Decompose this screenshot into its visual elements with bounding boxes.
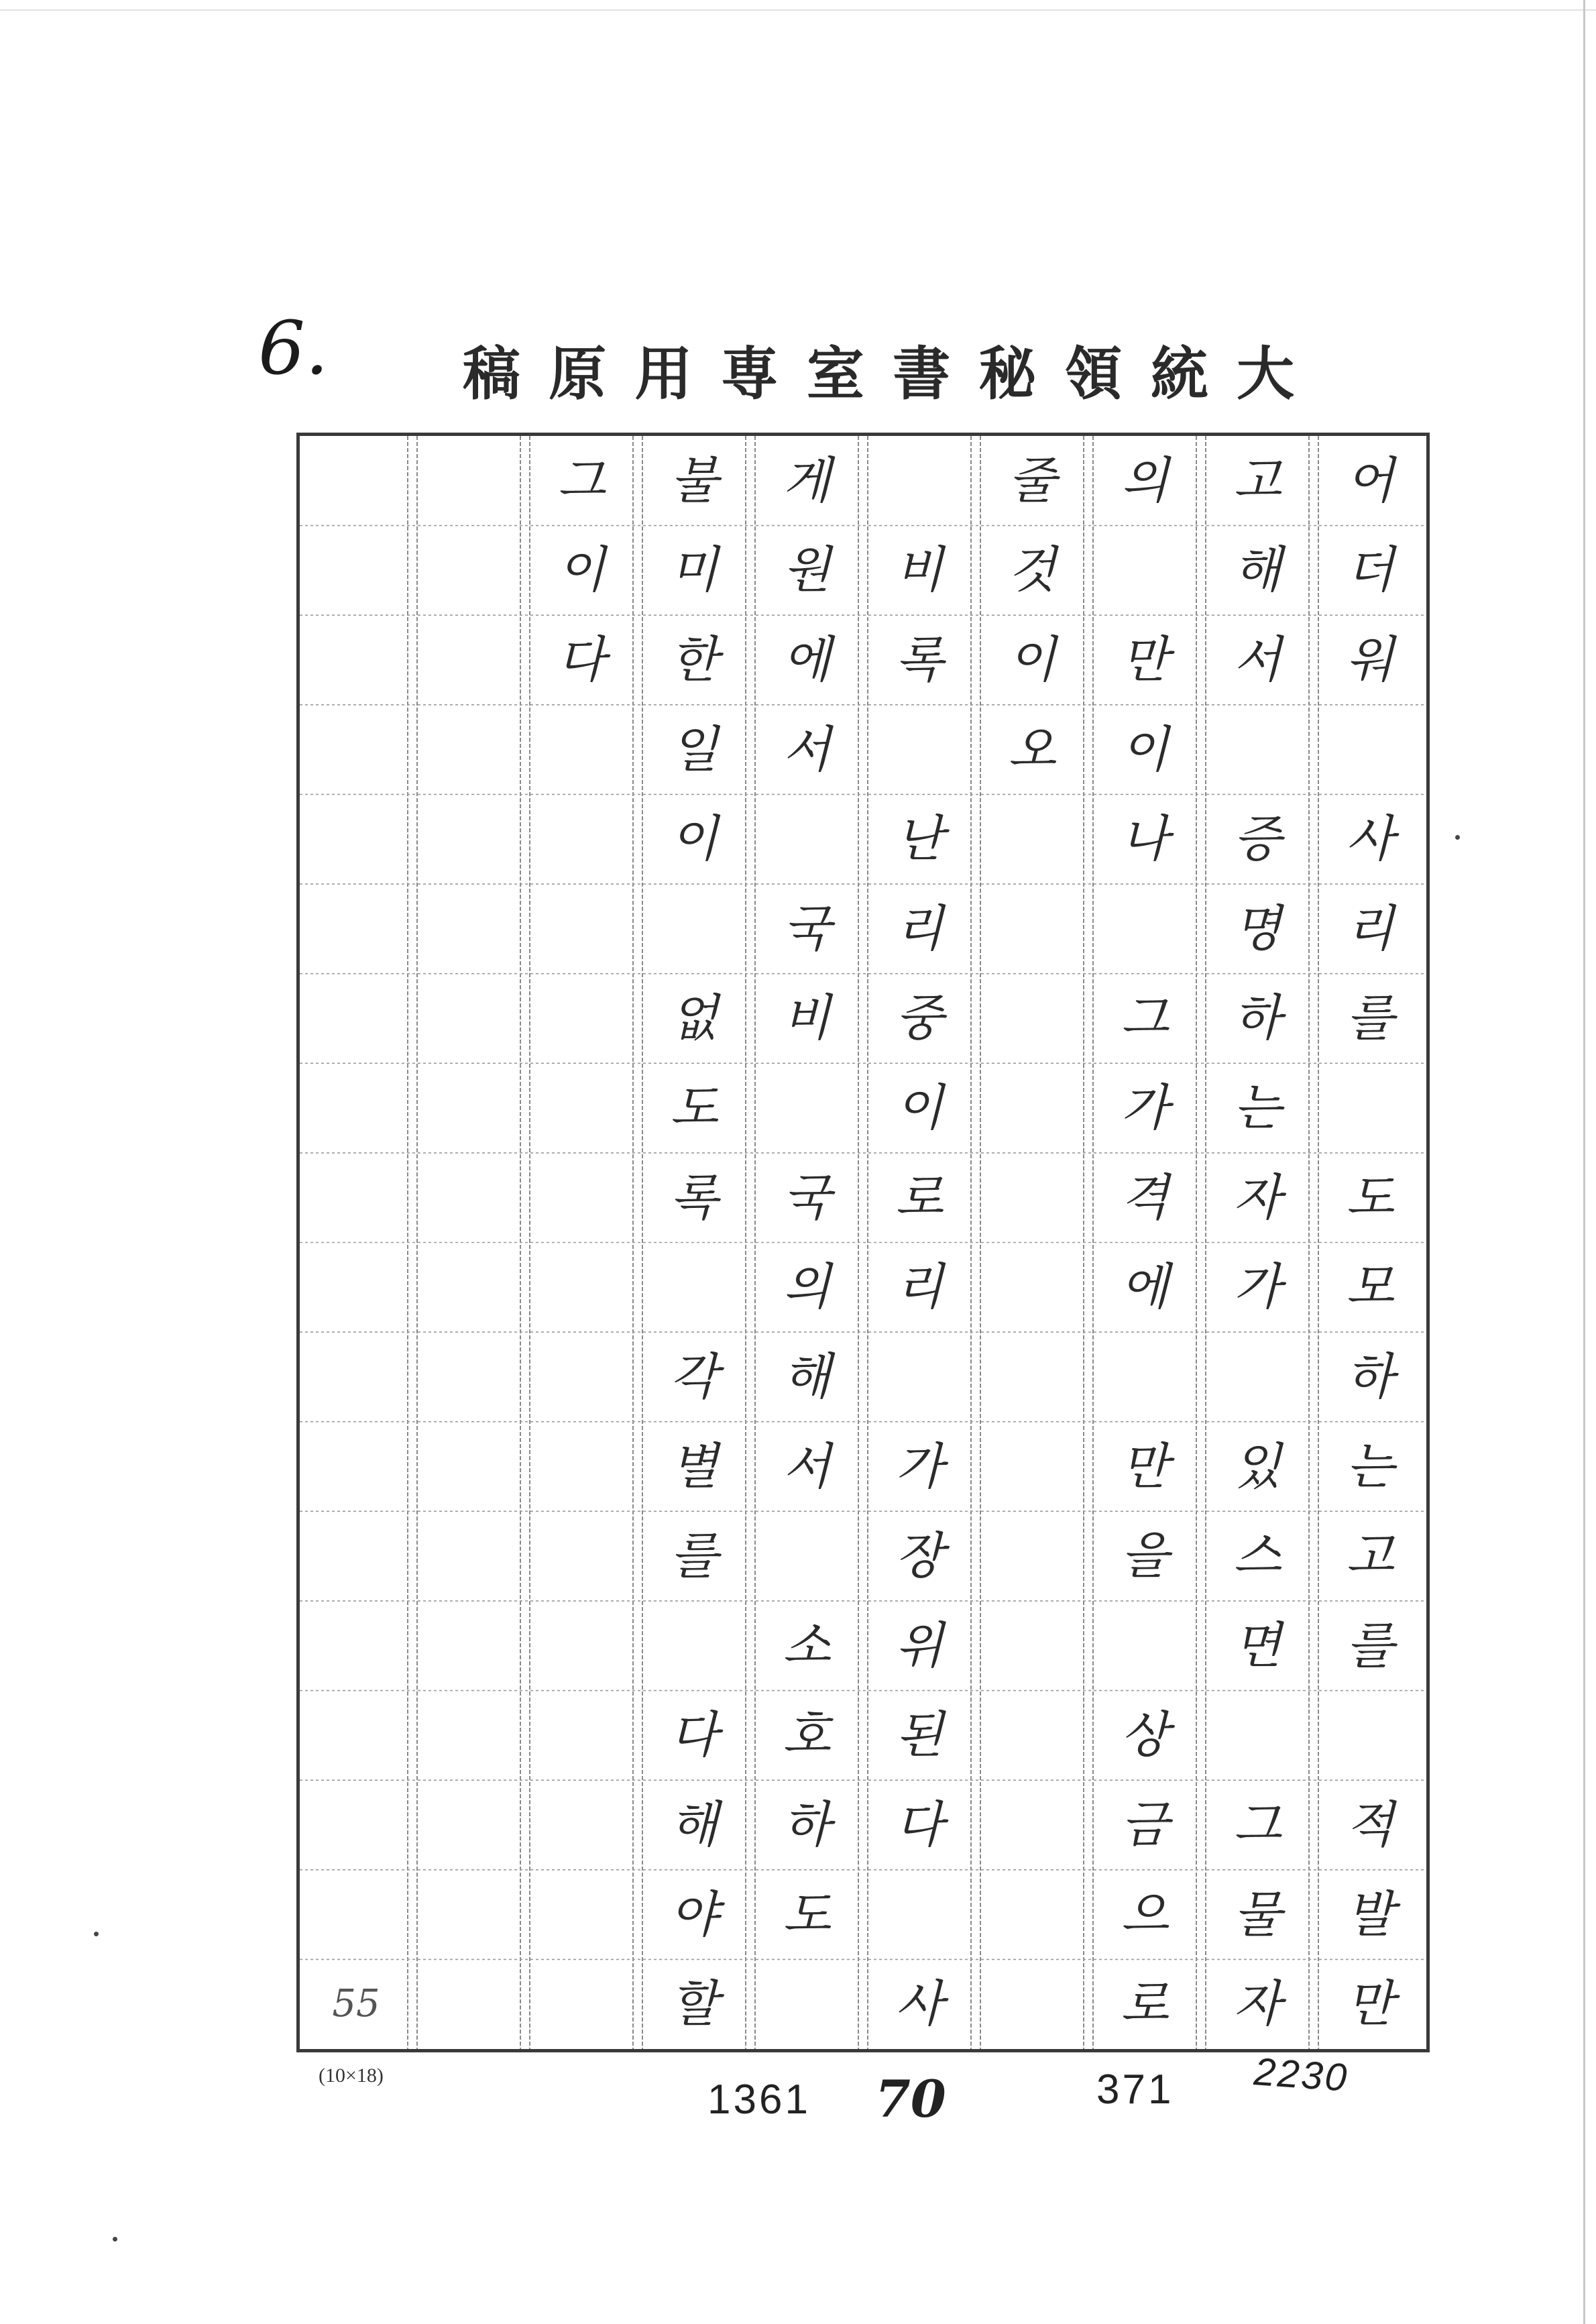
manuscript-cell: [638, 884, 750, 974]
manuscript-cell: 한: [670, 631, 718, 689]
manuscript-cell: [976, 1153, 1088, 1243]
manuscript-cell: 다: [670, 1706, 718, 1765]
manuscript-cell: [976, 1870, 1088, 1960]
manuscript-cell: [525, 705, 638, 795]
manuscript-cell: [525, 1242, 638, 1332]
header-char: 大: [1236, 340, 1294, 408]
scan-speck: [1455, 835, 1460, 840]
manuscript-cell: [1088, 1332, 1201, 1422]
manuscript-cell: 도: [783, 1885, 831, 1944]
footer-number-3: 371: [1096, 2066, 1174, 2113]
manuscript-cell: 일: [670, 720, 718, 779]
manuscript-cell: 사: [895, 1975, 944, 2034]
manuscript-cell: 록: [670, 1168, 718, 1227]
manuscript-cell: [412, 1601, 525, 1691]
scan-top-edge: [0, 9, 1596, 11]
manuscript-cell: 장: [895, 1527, 944, 1586]
manuscript-cell: 으: [1121, 1885, 1169, 1944]
header-char: 統: [1150, 340, 1208, 408]
manuscript-cell: [863, 1870, 976, 1960]
manuscript-cell: 별: [670, 1437, 718, 1496]
manuscript-cell: 명: [1233, 899, 1281, 958]
manuscript-cell: [412, 1242, 525, 1332]
manuscript-cell: 로: [1121, 1975, 1169, 2034]
manuscript-cell: 국: [783, 1168, 831, 1227]
manuscript-cell: 격: [1121, 1168, 1169, 1227]
manuscript-cell: 서: [1233, 631, 1281, 689]
manuscript-cell: [750, 1063, 863, 1153]
manuscript-cell: 그: [1233, 1795, 1281, 1854]
scan-speck: [94, 1932, 99, 1936]
manuscript-cell: [412, 1691, 525, 1781]
header-char: 室: [806, 340, 864, 408]
manuscript-cell: 할: [670, 1975, 718, 2034]
manuscript-cell: [300, 1511, 412, 1601]
manuscript-cell: 있: [1233, 1437, 1281, 1496]
manuscript-cell: 도: [1346, 1168, 1394, 1227]
manuscript-cell: 이: [895, 1079, 944, 1138]
manuscript-cell: [525, 884, 638, 974]
manuscript-cell: 는: [1346, 1437, 1394, 1496]
manuscript-cell: [412, 1422, 525, 1512]
manuscript-cell: 각: [670, 1347, 718, 1406]
scan-right-edge: [1583, 0, 1585, 2324]
manuscript-cell: 면: [1233, 1616, 1281, 1675]
manuscript-cell: [1314, 1063, 1426, 1153]
manuscript-cell: 것: [1008, 541, 1056, 600]
manuscript-cell: 이: [670, 810, 718, 869]
manuscript-column: [1314, 436, 1426, 2049]
manuscript-cell: [412, 526, 525, 616]
manuscript-cell: [300, 1422, 412, 1512]
footer-number-4: 2230: [1252, 2050, 1351, 2100]
manuscript-cell: [525, 1422, 638, 1512]
manuscript-cell: [412, 1063, 525, 1153]
footer-number-2: 70: [875, 2069, 946, 2129]
manuscript-cell: 더: [1346, 541, 1394, 600]
manuscript-cell: [300, 1601, 412, 1691]
manuscript-cell: 발: [1346, 1885, 1394, 1944]
manuscript-cell: 소: [783, 1616, 831, 1675]
manuscript-cell: [300, 1153, 412, 1243]
manuscript-cell: [525, 1959, 638, 2049]
manuscript-cell: 줄: [1008, 451, 1056, 510]
manuscript-cell: [1088, 1601, 1201, 1691]
manuscript-cell: [525, 1511, 638, 1601]
manuscript-cell: [300, 974, 412, 1064]
manuscript-column: [750, 436, 863, 2049]
manuscript-column: [863, 436, 976, 2049]
manuscript-cell: [750, 794, 863, 884]
manuscript-cell: 사: [1346, 810, 1394, 869]
manuscript-cell: 서: [783, 720, 831, 779]
manuscript-cell: 그: [1121, 989, 1169, 1048]
manuscript-column: [300, 436, 412, 2049]
manuscript-cell: [300, 436, 412, 526]
header-char: 書: [893, 340, 951, 408]
manuscript-cell: [976, 1242, 1088, 1332]
manuscript-cell: 록: [895, 631, 944, 689]
manuscript-cell: [300, 615, 412, 705]
manuscript-cell: [525, 1601, 638, 1691]
manuscript-cell: [863, 1332, 976, 1422]
manuscript-cell: 만: [1121, 631, 1169, 689]
manuscript-cell: [1201, 1332, 1314, 1422]
manuscript-cell: 증: [1233, 810, 1281, 869]
manuscript-cell: [1201, 705, 1314, 795]
manuscript-cell: [1314, 705, 1426, 795]
manuscript-cell: [300, 1780, 412, 1870]
manuscript-cell: 해: [1233, 541, 1281, 600]
manuscript-cell: [976, 1063, 1088, 1153]
manuscript-cell: [412, 1153, 525, 1243]
manuscript-cell: [525, 1332, 638, 1422]
manuscript-cell: 이: [1008, 631, 1056, 689]
manuscript-cell: [300, 526, 412, 616]
manuscript-cell: 하: [783, 1795, 831, 1854]
manuscript-cell: 자: [1233, 1168, 1281, 1227]
manuscript-cell: [750, 1511, 863, 1601]
manuscript-cell: [300, 884, 412, 974]
manuscript-cell: 의: [783, 1258, 831, 1317]
manuscript-cell: 적: [1346, 1795, 1394, 1854]
manuscript-cell: 된: [895, 1706, 944, 1765]
manuscript-cell: 리: [1346, 899, 1394, 958]
manuscript-cell: 그: [557, 451, 606, 510]
manuscript-cell: 미: [670, 541, 718, 600]
manuscript-cell: 불: [670, 451, 718, 510]
manuscript-cell: 만: [1121, 1437, 1169, 1496]
manuscript-cell: [525, 1153, 638, 1243]
manuscript-cell: [412, 1511, 525, 1601]
manuscript-cell: [976, 1422, 1088, 1512]
manuscript-column: [1201, 436, 1314, 2049]
manuscript-cell: 중: [895, 989, 944, 1048]
manuscript-cell: [525, 1780, 638, 1870]
manuscript-cell: [412, 1780, 525, 1870]
manuscript-cell: [300, 1691, 412, 1781]
manuscript-cell: 도: [670, 1079, 718, 1138]
manuscript-cell: 이: [1121, 720, 1169, 779]
manuscript-cell: 를: [1346, 1616, 1394, 1675]
manuscript-cell: 물: [1233, 1885, 1281, 1944]
manuscript-cell: 고: [1233, 451, 1281, 510]
manuscript-cell: 난: [895, 810, 944, 869]
footer-number-1: 1361: [707, 2077, 811, 2123]
manuscript-cell: 스: [1233, 1527, 1281, 1586]
manuscript-cell: 로: [895, 1168, 944, 1227]
manuscript-cell: 에: [783, 631, 831, 689]
manuscript-cell: 오: [1008, 720, 1056, 779]
manuscript-cell: 나: [1121, 810, 1169, 869]
manuscript-cell: 위: [895, 1616, 944, 1675]
manuscript-cell: 리: [895, 1258, 944, 1317]
manuscript-cell: 가: [1233, 1258, 1281, 1317]
manuscript-cell: 를: [1346, 989, 1394, 1048]
manuscript-cell: [412, 1959, 525, 2049]
manuscript-cell: [412, 1870, 525, 1960]
manuscript-cell: 서: [783, 1437, 831, 1496]
manuscript-column: [412, 436, 525, 2049]
manuscript-cell: 다: [895, 1795, 944, 1854]
manuscript-cell: [412, 1332, 525, 1422]
manuscript-cell: 상: [1121, 1706, 1169, 1765]
manuscript-cell: [412, 436, 525, 526]
manuscript-cell: [300, 1870, 412, 1960]
manuscript-cell: [1088, 884, 1201, 974]
manuscript-cell: 을: [1121, 1527, 1169, 1586]
manuscript-cell: 원: [783, 541, 831, 600]
manuscript-cell: 비: [895, 541, 944, 600]
manuscript-cell: [976, 1332, 1088, 1422]
manuscript-cell: 에: [1121, 1258, 1169, 1317]
manuscript-cell: [638, 1242, 750, 1332]
manuscript-cell: [1314, 1691, 1426, 1781]
manuscript-cell: [976, 1511, 1088, 1601]
manuscript-cell: 이: [557, 541, 606, 600]
header-char: 領: [1064, 340, 1123, 408]
manuscript-cell: 자: [1233, 1975, 1281, 2034]
manuscript-cell: [976, 884, 1088, 974]
manuscript-cell: [412, 974, 525, 1064]
manuscript-cell: 호: [783, 1706, 831, 1765]
manuscript-cell: 다: [557, 631, 606, 689]
manuscript-cell: 의: [1121, 451, 1169, 510]
manuscript-cell: [1201, 1691, 1314, 1781]
manuscript-cell: 를: [670, 1527, 718, 1586]
manuscript-cell: 가: [895, 1437, 944, 1496]
manuscript-cell: 금: [1121, 1795, 1169, 1854]
manuscript-cell: [300, 1332, 412, 1422]
header-char: 秘: [978, 340, 1037, 408]
manuscript-cell: [638, 1601, 750, 1691]
manuscript-cell: [976, 1780, 1088, 1870]
manuscript-grid: [296, 433, 1430, 2052]
page-marker: 6.: [258, 305, 329, 391]
header-char: 専: [720, 340, 779, 408]
manuscript-cell: 게: [783, 451, 831, 510]
manuscript-cell: [976, 1959, 1088, 2049]
manuscript-cell: [412, 705, 525, 795]
manuscript-cell: [976, 974, 1088, 1064]
manuscript-cell: [976, 1601, 1088, 1691]
manuscript-cell: 국: [783, 899, 831, 958]
manuscript-cell: 해: [783, 1347, 831, 1406]
manuscript-cell: 어: [1346, 451, 1394, 510]
manuscript-cell: [976, 1691, 1088, 1781]
manuscript-cell: 없: [670, 989, 718, 1048]
manuscript-cell: 가: [1121, 1079, 1169, 1138]
manuscript-cell: 해: [670, 1795, 718, 1854]
header-char: 用: [634, 340, 693, 408]
manuscript-cell: [525, 794, 638, 884]
manuscript-cell: [863, 705, 976, 795]
manuscript-cell: [525, 974, 638, 1064]
manuscript-cell: [300, 1242, 412, 1332]
format-label: (10×18): [319, 2064, 384, 2087]
manuscript-cell: 모: [1346, 1258, 1394, 1317]
manuscript-cell: 야: [670, 1885, 718, 1944]
manuscript-cell: [412, 615, 525, 705]
manuscript-cell: [300, 794, 412, 884]
manuscript-cell: [750, 1959, 863, 2049]
manuscript-cell: 리: [895, 899, 944, 958]
manuscript-cell: [412, 794, 525, 884]
manuscript-cell: [300, 705, 412, 795]
manuscript-column: [976, 436, 1088, 2049]
header-char: 稿: [463, 340, 520, 408]
manuscript-cell: 하: [1346, 1347, 1394, 1406]
manuscript-cell: [525, 1691, 638, 1781]
manuscript-column: [525, 436, 638, 2049]
manuscript-cell: [300, 1063, 412, 1153]
header-char: 原: [549, 340, 607, 408]
manuscript-cell: [976, 794, 1088, 884]
manuscript-cell: [525, 1870, 638, 1960]
manuscript-cell: 만: [1346, 1975, 1394, 2034]
manuscript-cell: [1088, 526, 1201, 616]
manuscript-cell: 하: [1233, 989, 1281, 1048]
manuscript-cell: 워: [1346, 631, 1394, 689]
manuscript-cell: [412, 884, 525, 974]
scan-speck: [113, 2237, 117, 2242]
manuscript-cell: 는: [1233, 1079, 1281, 1138]
manuscript-column: [638, 436, 750, 2049]
manuscript-column: [1088, 436, 1201, 2049]
manuscript-cell: 고: [1346, 1527, 1394, 1586]
paper-header-title: [463, 327, 1294, 410]
manuscript-cell: 55: [332, 1982, 380, 2026]
manuscript-cell: [863, 436, 976, 526]
manuscript-cell: [525, 1063, 638, 1153]
manuscript-cell: 비: [783, 989, 831, 1048]
